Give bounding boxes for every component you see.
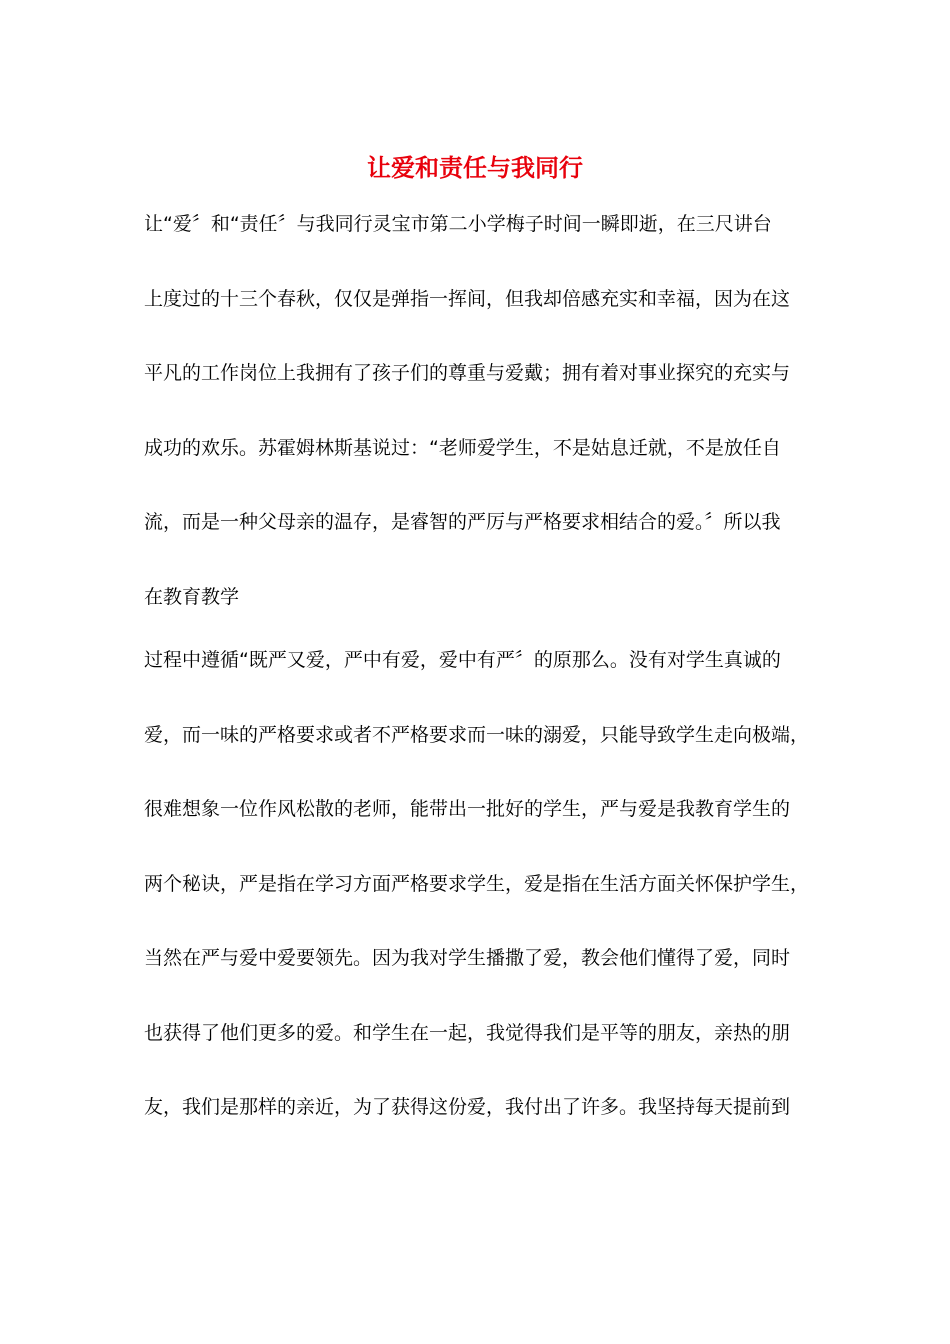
- paragraph-line: 流，而是一种父母亲的温存，是睿智的严厉与严格要求相结合的爱。〞所以我: [144, 511, 781, 533]
- paragraph-line: 过程中遵循“既严又爱，严中有爱，爱中有严〞的原那么。没有对学生真诚的: [144, 649, 781, 671]
- paragraph-line: 也获得了他们更多的爱。和学生在一起，我觉得我们是平等的朋友，亲热的朋: [144, 1022, 791, 1044]
- paragraph-line: 成功的欢乐。苏霍姆林斯基说过：“老师爱学生，不是姑息迁就，不是放任自: [144, 437, 781, 459]
- document-title: 让爱和责任与我同行: [367, 153, 583, 182]
- paragraph-line: 当然在严与爱中爱要领先。因为我对学生播撒了爱，教会他们懂得了爱，同时: [144, 947, 791, 969]
- paragraph-line: 两个秘诀，严是指在学习方面严格要求学生，爱是指在生活方面关怀保护学生，: [144, 873, 810, 895]
- paragraph-line: 友，我们是那样的亲近，为了获得这份爱，我付出了许多。我坚持每天提前到: [144, 1096, 791, 1118]
- paragraph-line: 平凡的工作岗位上我拥有了孩子们的尊重与爱戴；拥有着对事业探究的充实与: [144, 362, 791, 384]
- paragraph-line: 很难想象一位作风松散的老师，能带出一批好的学生，严与爱是我教育学生的: [144, 798, 791, 820]
- paragraph-line: 让“爱〞和“责任〞与我同行灵宝市第二小学梅子时间一瞬即逝，在三尺讲台: [144, 213, 772, 235]
- paragraph-line: 上度过的十三个春秋，仅仅是弹指一挥间，但我却倍感充实和幸福，因为在这: [144, 288, 791, 310]
- paragraph-line: 爱，而一味的严格要求或者不严格要求而一味的溺爱，只能导致学生走向极端，: [144, 724, 810, 746]
- paragraph-line: 在教育教学: [144, 586, 240, 608]
